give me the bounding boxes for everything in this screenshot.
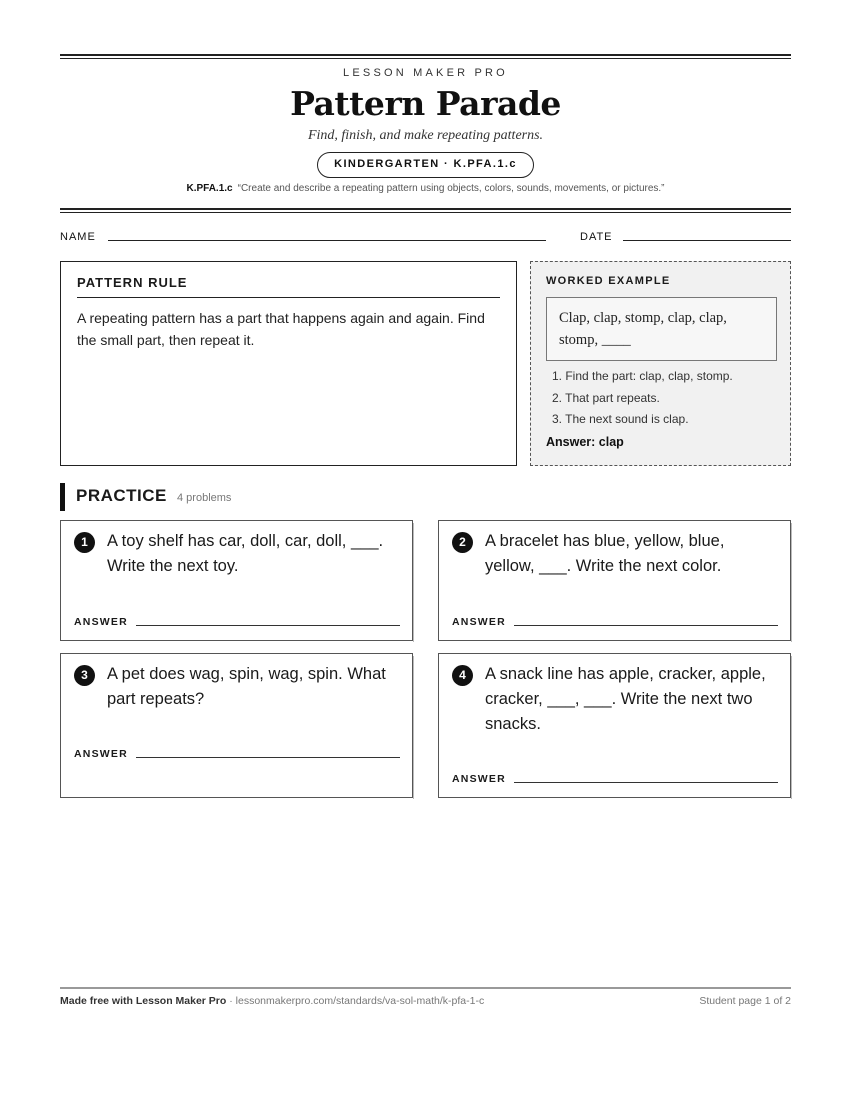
problem-card-1 [60, 520, 413, 641]
worked-example-steps [552, 366, 733, 431]
page-subtitle: Find, finish, and make repeating patterns. [307, 128, 544, 143]
header-top-rule [60, 54, 791, 59]
answer-label: ANSWER [452, 616, 506, 628]
header-bottom-rule [60, 208, 791, 213]
problem-text: A snack line has apple, cracker, apple, cracker, ___, ___. Write the next two snacks. [485, 665, 766, 733]
pattern-rule-text: A repeating pattern has a part that happens again and again. Find the small part, then repeat it. [77, 310, 485, 348]
practice-accent-bar [60, 483, 65, 511]
footer-page-number: Student page 1 of 2 [699, 995, 791, 1007]
practice-title: PRACTICE [76, 486, 167, 505]
problem-number-badge: 4 [452, 665, 473, 686]
date-label: DATE [580, 231, 613, 243]
name-field[interactable] [108, 240, 546, 241]
worked-example-heading: WORKED EXAMPLE [546, 275, 671, 287]
footer-made-with: Made free with Lesson Maker Pro [60, 995, 227, 1007]
problem-text: A pet does wag, spin, wag, spin. What part repeats? [107, 665, 386, 708]
standard-code: K.PFA.1.c [186, 183, 233, 194]
answer-field-4[interactable] [514, 782, 778, 783]
answer-label: ANSWER [74, 748, 128, 760]
standard-description [60, 183, 791, 194]
problem-text: A toy shelf has car, doll, car, doll, ___. Write the next toy. [107, 532, 384, 575]
worked-example-step: 1. Find the part: clap, clap, stomp. [552, 369, 733, 383]
worksheet-page [60, 0, 791, 1100]
answer-field-1[interactable] [136, 625, 400, 626]
worked-example-box [530, 261, 791, 466]
practice-count: 4 problems [177, 492, 232, 504]
problem-text: A bracelet has blue, yellow, blue, yellow, ___. Write the next color. [485, 532, 725, 575]
problem-number-badge: 2 [452, 532, 473, 553]
footer-url[interactable]: · lessonmakerpro.com/standards/va-sol-math/k-pfa-1-c [226, 995, 485, 1007]
problem-card-4 [438, 653, 791, 798]
grade-standard-badge: KINDERGARTEN · K.PFA.1.c [317, 152, 534, 178]
pattern-rule-heading: PATTERN RULE [77, 275, 500, 298]
name-label: NAME [60, 231, 96, 243]
answer-label: ANSWER [452, 773, 506, 785]
answer-field-3[interactable] [136, 757, 400, 758]
problem-card-3 [60, 653, 413, 798]
answer-label: ANSWER [74, 616, 128, 628]
worked-example-step: 2. That part repeats. [552, 390, 660, 405]
worked-example-prompt: Clap, clap, stomp, clap, clap, stomp, ____ [546, 297, 777, 361]
problem-number-badge: 1 [74, 532, 95, 553]
standard-text: “Create and describe a repeating pattern using objects, colors, sounds, movements, or pictures.” [237, 183, 665, 194]
worked-example-answer: Answer: clap [546, 435, 624, 449]
page-title: Pattern Parade [290, 84, 561, 123]
date-field[interactable] [623, 240, 791, 241]
pattern-rule-box [60, 261, 517, 466]
answer-field-2[interactable] [514, 625, 778, 626]
problem-card-2 [438, 520, 791, 641]
brand-label: LESSON MAKER PRO [343, 67, 508, 79]
footer-rule [60, 987, 791, 989]
footer-credit [60, 995, 484, 1007]
problem-number-badge: 3 [74, 665, 95, 686]
worked-example-step: 3. The next sound is clap. [552, 412, 689, 426]
